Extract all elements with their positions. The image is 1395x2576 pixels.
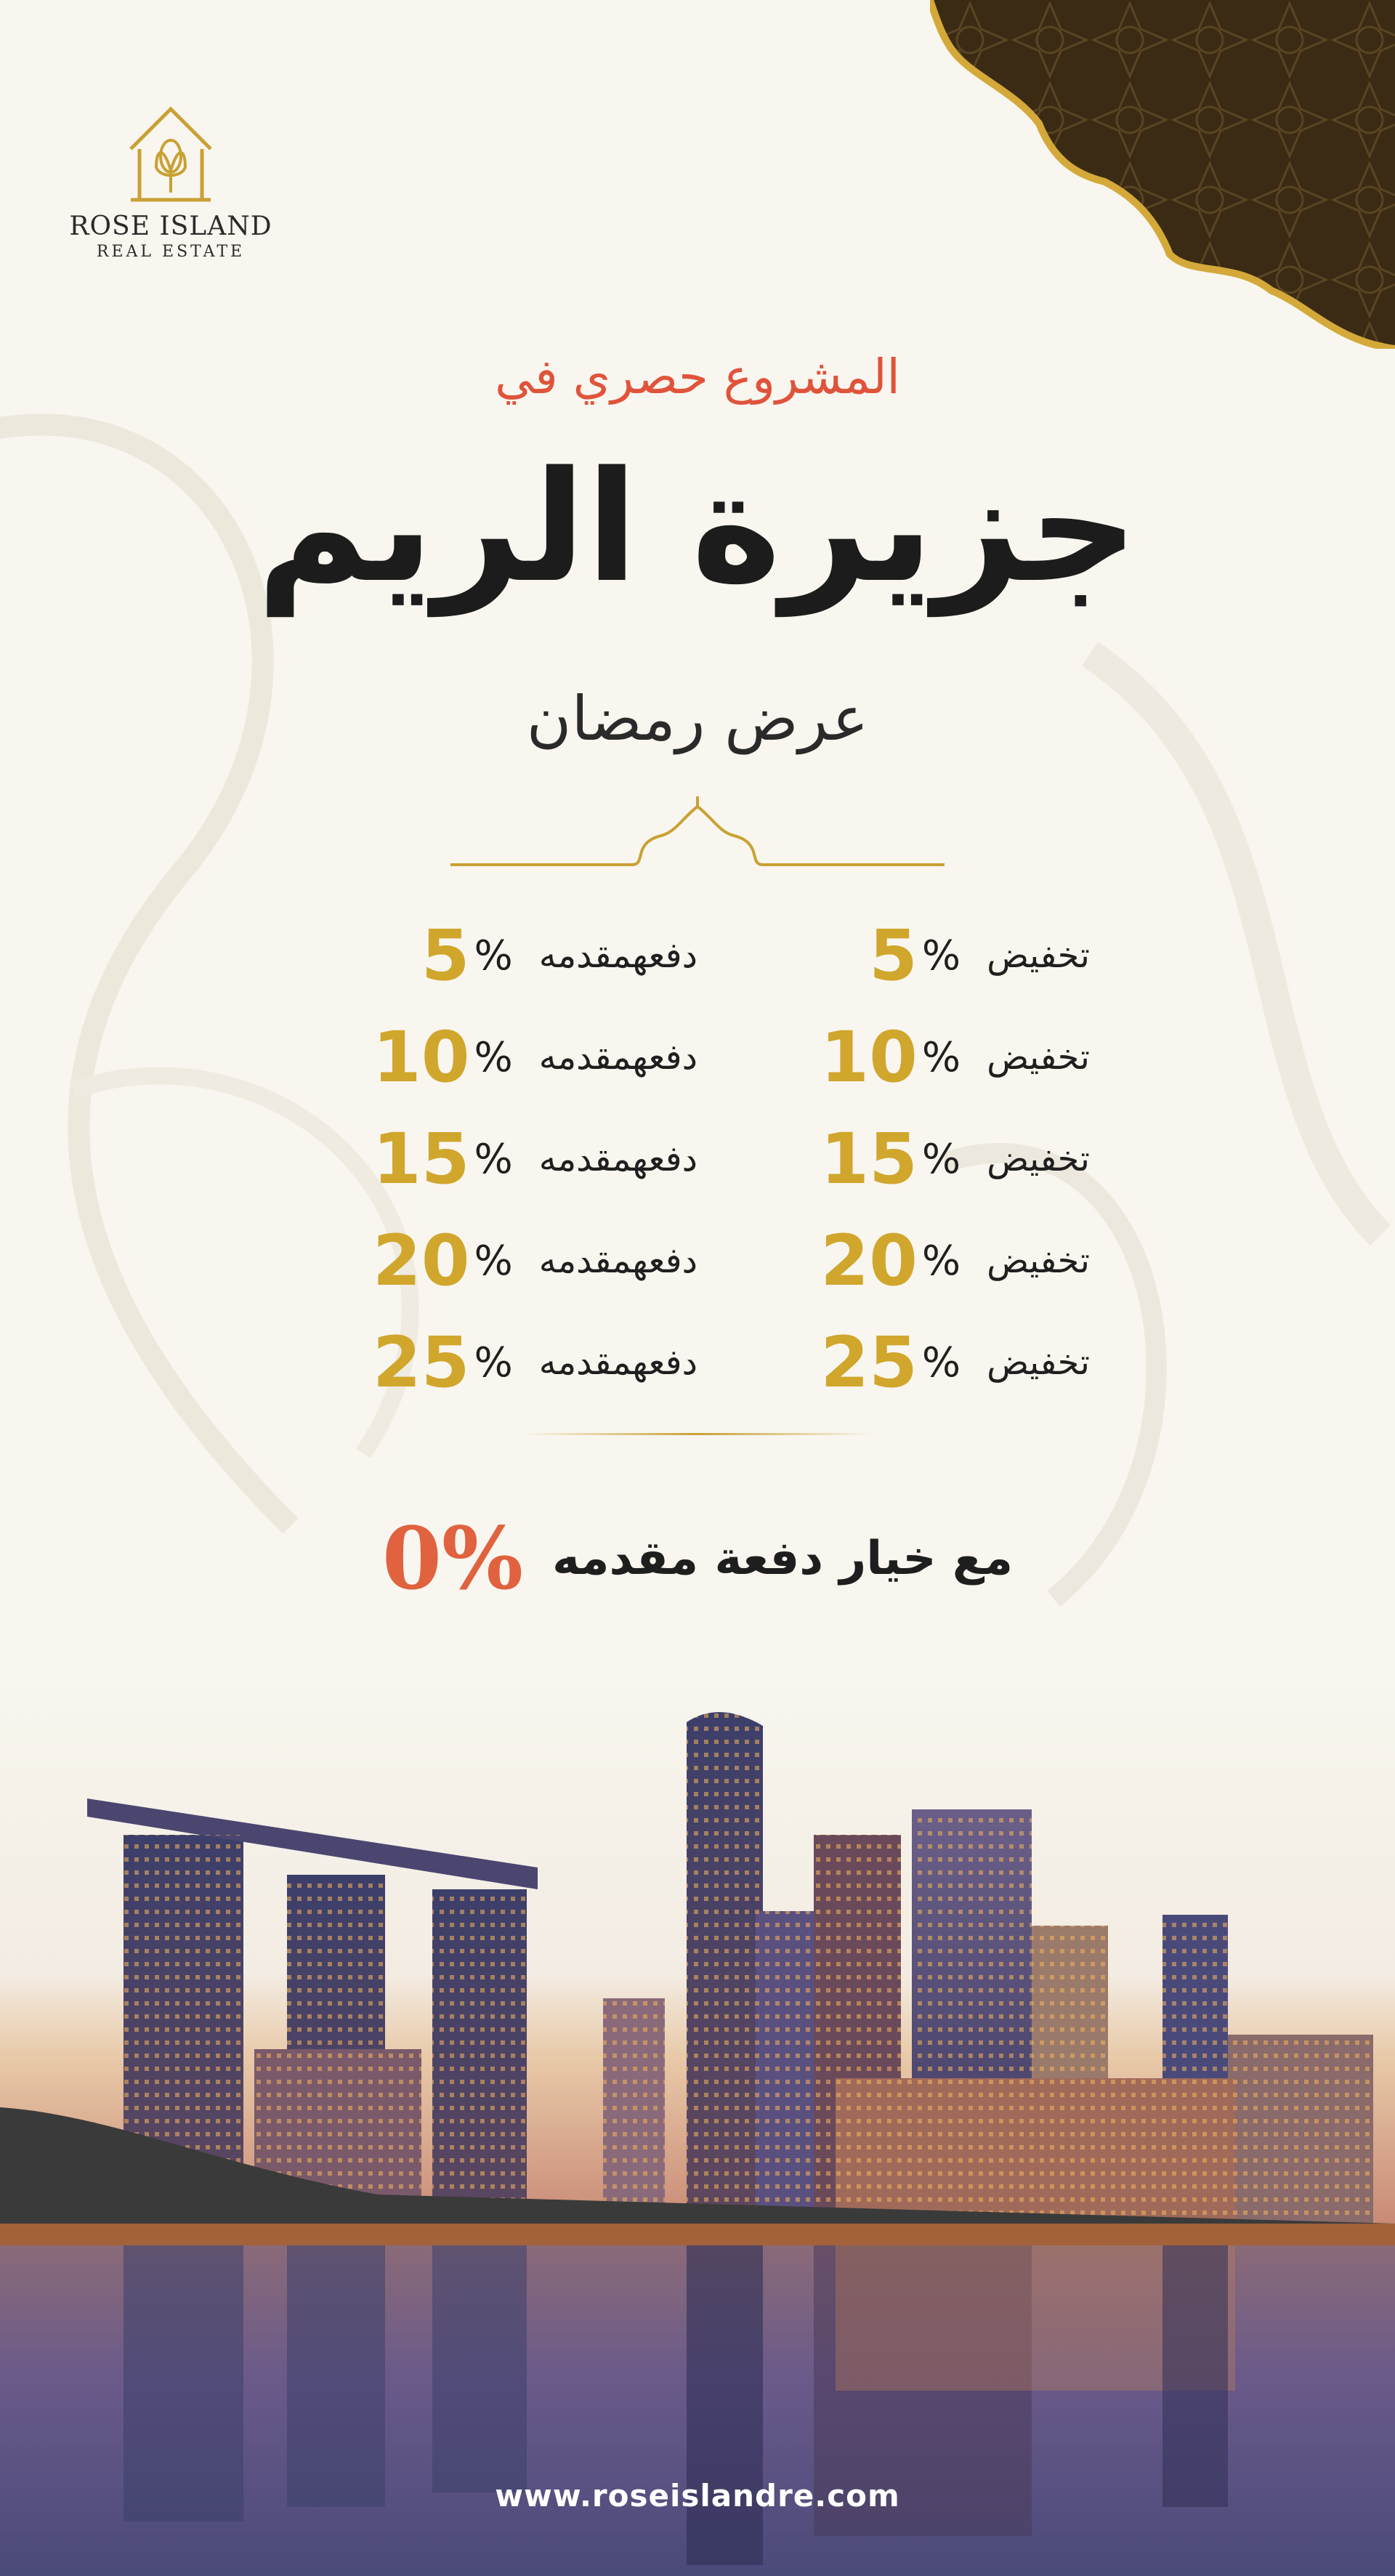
discount-label: تخفيض — [987, 935, 1090, 976]
offer-row — [320, 1210, 1090, 1312]
zero-offer-label: مع خيار دفعة مقدمه — [552, 1531, 1014, 1586]
downpayment-label: دفعهمقدمه — [538, 1139, 698, 1179]
discount-cell — [727, 905, 1090, 1006]
discount-value: 25 — [820, 1322, 918, 1403]
downpayment-cell — [320, 1108, 698, 1210]
gold-divider-line — [523, 1433, 872, 1435]
discount-label: تخفيض — [987, 1139, 1090, 1179]
discount-cell — [727, 1312, 1090, 1413]
discount-value: 10 — [820, 1017, 918, 1098]
offers-table — [320, 905, 1090, 1413]
hero-subtitle: عرض رمضان — [526, 683, 869, 754]
discount-label: تخفيض — [987, 1037, 1090, 1078]
offer-row — [320, 1312, 1090, 1413]
discount-cell — [727, 1006, 1090, 1108]
downpayment-cell — [320, 1006, 698, 1108]
mosque-dome-divider-icon — [450, 792, 945, 872]
downpayment-cell — [320, 1210, 698, 1312]
discount-label: تخفيض — [987, 1342, 1090, 1383]
downpayment-value: 20 — [372, 1220, 470, 1301]
percent-sign: % — [474, 1135, 513, 1183]
offer-row — [320, 1108, 1090, 1210]
discount-value: 20 — [820, 1220, 918, 1301]
percent-sign: % — [474, 1237, 513, 1285]
downpayment-value: 25 — [372, 1322, 470, 1403]
percent-sign: % — [474, 932, 513, 980]
hero-kicker: المشروع حصري في — [495, 349, 900, 405]
brand-logo — [62, 98, 280, 272]
percent-sign: % — [921, 1033, 961, 1081]
downpayment-value: 10 — [372, 1017, 470, 1098]
downpayment-label: دفعهمقدمه — [538, 1342, 698, 1383]
downpayment-label: دفعهمقدمه — [538, 1037, 698, 1078]
islamic-pattern-arch-icon — [930, 0, 1395, 349]
hero-title: جزيرة الريم — [256, 438, 1139, 616]
discount-cell — [727, 1108, 1090, 1210]
house-lotus-logo-icon — [124, 98, 218, 207]
percent-sign: % — [474, 1033, 513, 1081]
percent-sign: % — [921, 1135, 961, 1183]
offer-row — [320, 905, 1090, 1006]
website-url[interactable]: www.roseislandre.com — [495, 2478, 900, 2514]
downpayment-cell — [320, 905, 698, 1006]
zero-percent-value: 0% — [381, 1508, 524, 1609]
brand-name: ROSE ISLAND — [69, 211, 272, 241]
discount-value: 5 — [869, 915, 918, 996]
downpayment-value: 5 — [421, 915, 470, 996]
offer-row — [320, 1006, 1090, 1108]
downpayment-label: دفعهمقدمه — [538, 1240, 698, 1281]
downpayment-value: 15 — [372, 1118, 470, 1200]
discount-value: 15 — [820, 1118, 918, 1200]
city-skyline-image — [0, 1671, 1395, 2576]
downpayment-label: دفعهمقدمه — [538, 935, 698, 976]
discount-label: تخفيض — [987, 1240, 1090, 1281]
downpayment-cell — [320, 1312, 698, 1413]
brand-tagline: REAL ESTATE — [96, 243, 246, 261]
percent-sign: % — [921, 932, 961, 980]
zero-downpayment-offer — [0, 1508, 1395, 1609]
percent-sign: % — [921, 1237, 961, 1285]
percent-sign: % — [474, 1339, 513, 1386]
discount-cell — [727, 1210, 1090, 1312]
percent-sign: % — [921, 1339, 961, 1386]
